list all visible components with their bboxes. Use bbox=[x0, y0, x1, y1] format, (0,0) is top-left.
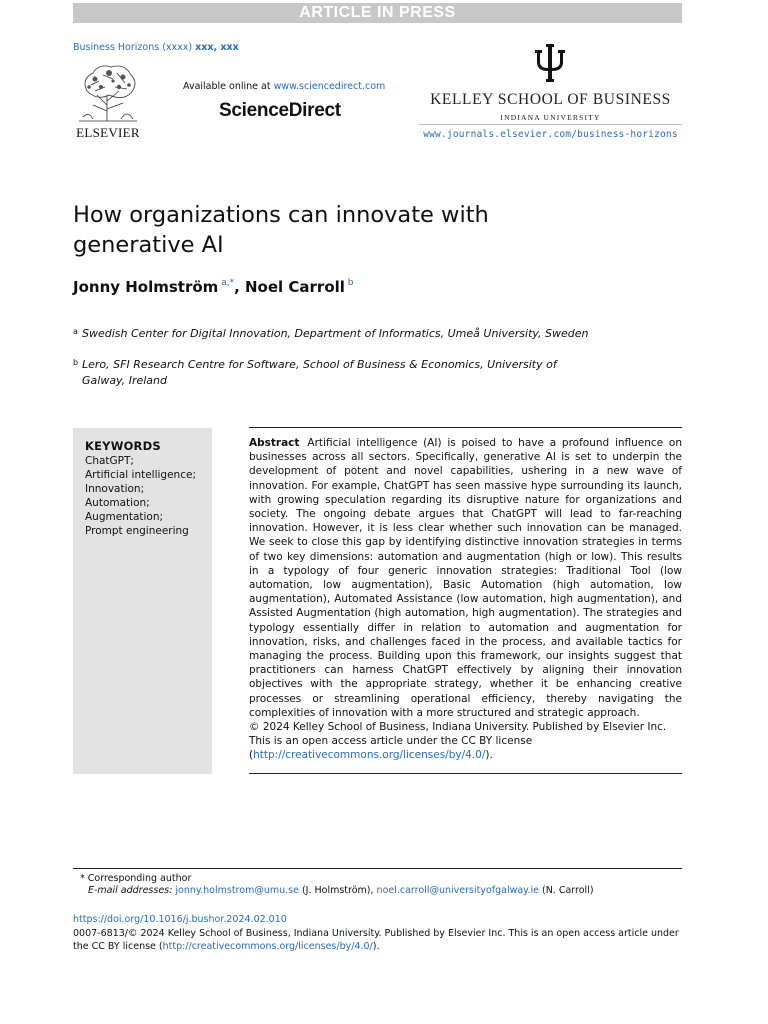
elsevier-wordmark: ELSEVIER bbox=[76, 125, 140, 140]
journal-reference[interactable] bbox=[73, 42, 239, 53]
kelley-school-name: KELLEY SCHOOL OF BUSINESS bbox=[430, 91, 671, 108]
abstract-label: Abstract bbox=[249, 437, 300, 449]
sciencedirect-link[interactable]: www.sciencedirect.com bbox=[273, 81, 386, 92]
abstract bbox=[249, 436, 682, 763]
journal-ref-volume: xxx, xxx bbox=[195, 42, 239, 53]
available-prefix: Available online at bbox=[183, 81, 274, 92]
affiliation bbox=[73, 326, 593, 342]
keyword: Prompt engineering bbox=[85, 525, 189, 537]
issn-copyright bbox=[73, 927, 682, 953]
elsevier-tree-logo bbox=[73, 61, 143, 125]
abstract-copyright bbox=[249, 720, 682, 763]
issn-end: ). bbox=[372, 941, 380, 952]
header-divider bbox=[419, 124, 682, 125]
doi-link[interactable]: https://doi.org/10.1016/j.bushor.2024.02.010 bbox=[73, 914, 287, 925]
author-separator: , bbox=[234, 278, 245, 296]
author-affiliation-marker[interactable]: b bbox=[347, 278, 354, 288]
abstract-text: Artificial intelligence (AI) is poised to have a profound influence on businesses across all sectors. Specifically, generative AI is set to underpin the development of potent and novel capabilities, ushering in a new wave of innovation. For example, ChatGPT has seen massive hype surrounding its launch, with growing speculation regarding its disruptive nature for organizations and society. The ongoing debate argues that ChatGPT will lead to far-reaching innovation. However, it is less clear whether such innovation can be managed. We seek to close this gap by identifying distinctive innovation strategies in terms of two key dimensions: automation and augmentation (high or low). This results in a typology of four generic innovation strategies: Traditional Tool (low automation, low augmentation), Basic Automation (high automation, low augmentation), Automated Assistance (low automation, high augmentation), and Assisted Augmentation (high automation, high augmentation). The strategies and typology essentially differ in relation to automation and augmentation for innovation, risks, and challenges faced in the process, and available tactics for managing the process. Building upon this framework, our insights suggest that practitioners can harness ChatGPT effectively by aligning their innovation objectives with the appropriate strategy, whether it be enhancing creative processes or streamlining operational efficiency, thereby navigating the complexities of innovation with a more structured and strategic approach. bbox=[249, 437, 682, 719]
issn-text: 0007-6813/© 2024 Kelley School of Business, Indiana University. Published by Elsevier Inc. This is an open access article under the CC BY license ( bbox=[73, 928, 679, 952]
corresponding-author-note: * Corresponding author bbox=[80, 873, 192, 884]
license-link[interactable]: http://creativecommons.org/licenses/by/4.0/ bbox=[253, 749, 486, 762]
copyright-text: © 2024 Kelley School of Business, Indiana University. Published by Elsevier Inc. This is an open access article under the CC BY license ( bbox=[249, 721, 667, 762]
email-owner: (J. Holmström), bbox=[298, 885, 377, 896]
affiliation-marker: b bbox=[73, 358, 79, 367]
email-addresses bbox=[88, 885, 594, 896]
abstract-bottom-rule bbox=[249, 773, 682, 774]
journal-ref-prefix: Business Horizons (xxxx) bbox=[73, 42, 196, 53]
email-link[interactable]: noel.carroll@universityofgalway.ie bbox=[376, 885, 539, 896]
email-label: E-mail addresses: bbox=[88, 885, 173, 896]
keyword: Innovation; bbox=[85, 483, 145, 495]
keyword: ChatGPT; bbox=[85, 455, 134, 467]
abstract-top-rule bbox=[249, 427, 682, 428]
author-list bbox=[73, 278, 354, 296]
copyright-end: ). bbox=[485, 749, 493, 762]
email-owner: (N. Carroll) bbox=[538, 885, 594, 896]
article-in-press-banner: ARTICLE IN PRESS bbox=[73, 3, 682, 23]
journal-homepage-link[interactable]: www.journals.elsevier.com/business-horizons bbox=[423, 129, 678, 140]
keyword: Automation; bbox=[85, 497, 150, 509]
footnote-rule bbox=[73, 868, 682, 869]
affiliation bbox=[73, 357, 593, 389]
article-title: How organizations can innovate with generative AI bbox=[73, 202, 489, 258]
author-name[interactable]: Jonny Holmström bbox=[73, 278, 219, 296]
license-link[interactable]: http://creativecommons.org/licenses/by/4.0/ bbox=[162, 941, 373, 952]
email-link[interactable]: jonny.holmstrom@umu.se bbox=[175, 885, 299, 896]
affiliation-text: Swedish Center for Digital Innovation, Department of Informatics, Umeå University, Sweden bbox=[82, 327, 589, 340]
keywords-panel bbox=[73, 428, 212, 774]
author-name[interactable]: Noel Carroll bbox=[245, 278, 345, 296]
university-name: INDIANA UNIVERSITY bbox=[500, 113, 601, 122]
affiliation-text: Lero, SFI Research Centre for Software, School of Business & Economics, University of Galway, Ireland bbox=[82, 358, 557, 387]
sciencedirect-wordmark: ScienceDirect bbox=[219, 100, 341, 121]
author-affiliation-marker[interactable]: a,* bbox=[221, 278, 235, 288]
indiana-trident-logo bbox=[535, 44, 565, 82]
keyword: Augmentation; bbox=[85, 511, 164, 523]
keyword: Artificial intelligence; bbox=[85, 469, 196, 481]
keywords-heading: KEYWORDS bbox=[85, 439, 161, 453]
available-online bbox=[183, 81, 385, 92]
affiliation-marker: a bbox=[73, 327, 78, 336]
